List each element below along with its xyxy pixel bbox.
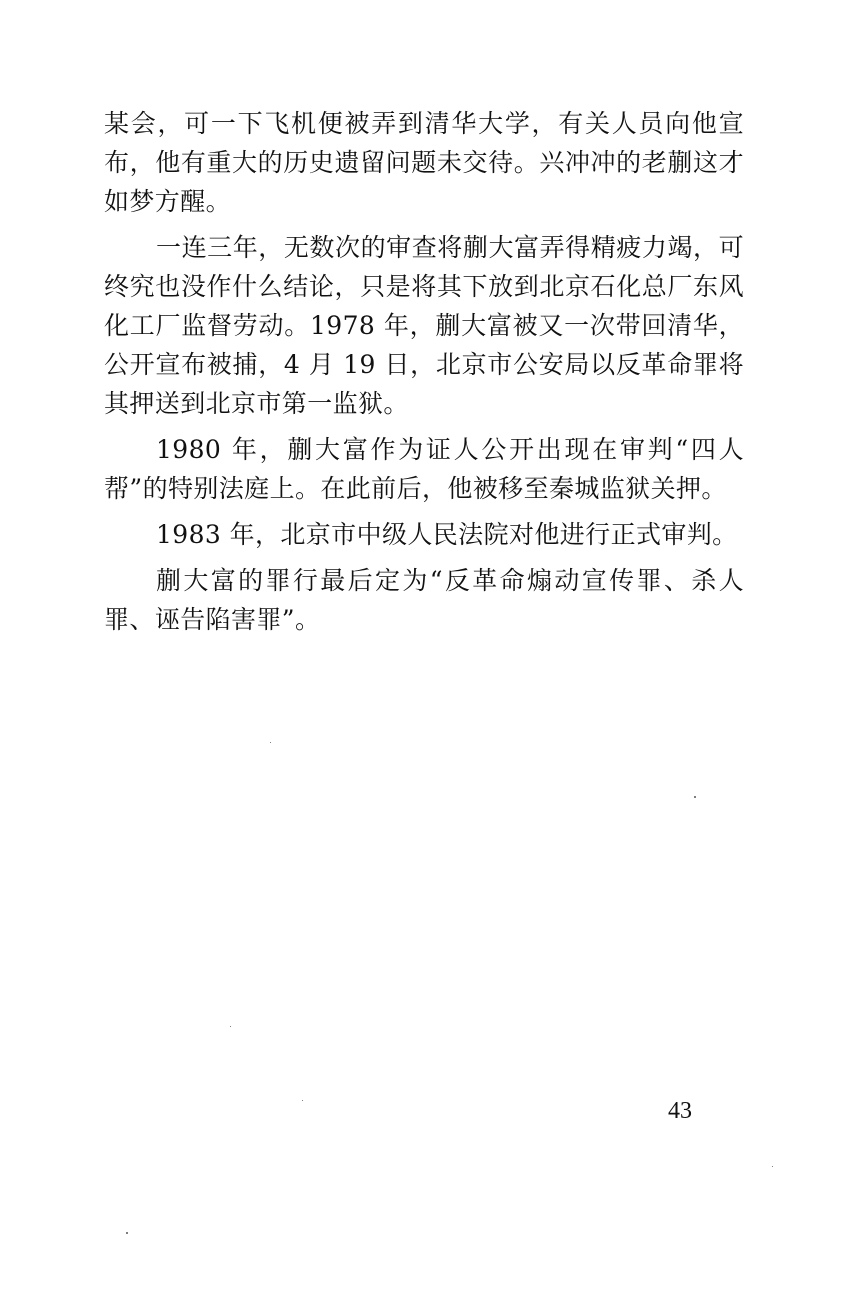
- paragraph-2: 一连三年，无数次的审查将蒯大富弄得精疲力竭，可终究也没作什么结论，只是将其下放到北京石化总厂东风化工厂监督劳动。1978 年，蒯大富被又一次带回清华，公开宣布被捕，4 月 19 日，北京市公安局以反革命罪将其押送到北京市第一监狱。: [104, 233, 744, 418]
- paragraph-3: 1980 年，蒯大富作为证人公开出现在审判“四人帮”的特别法庭上。在此前后，他被移至秦城监狱关押。: [104, 435, 744, 503]
- scan-speck: [230, 1026, 231, 1027]
- paragraph-1: 某会，可一下飞机便被弄到清华大学，有关人员向他宣布，他有重大的历史遗留问题未交待。兴冲冲的老蒯这才如梦方醒。: [104, 109, 744, 216]
- page-number: 43: [668, 1098, 692, 1124]
- scan-speck: [772, 1166, 773, 1167]
- page-body-text: [104, 104, 744, 639]
- scan-speck: [126, 1232, 128, 1234]
- scan-speck: [694, 796, 696, 798]
- paragraph-5: 蒯大富的罪行最后定为“反革命煽动宣传罪、杀人罪、诬告陷害罪”。: [104, 566, 744, 634]
- scan-speck: [302, 1100, 303, 1101]
- paragraph-4: 1983 年，北京市中级人民法院对他进行正式审判。: [156, 520, 738, 549]
- scan-speck: [270, 742, 271, 743]
